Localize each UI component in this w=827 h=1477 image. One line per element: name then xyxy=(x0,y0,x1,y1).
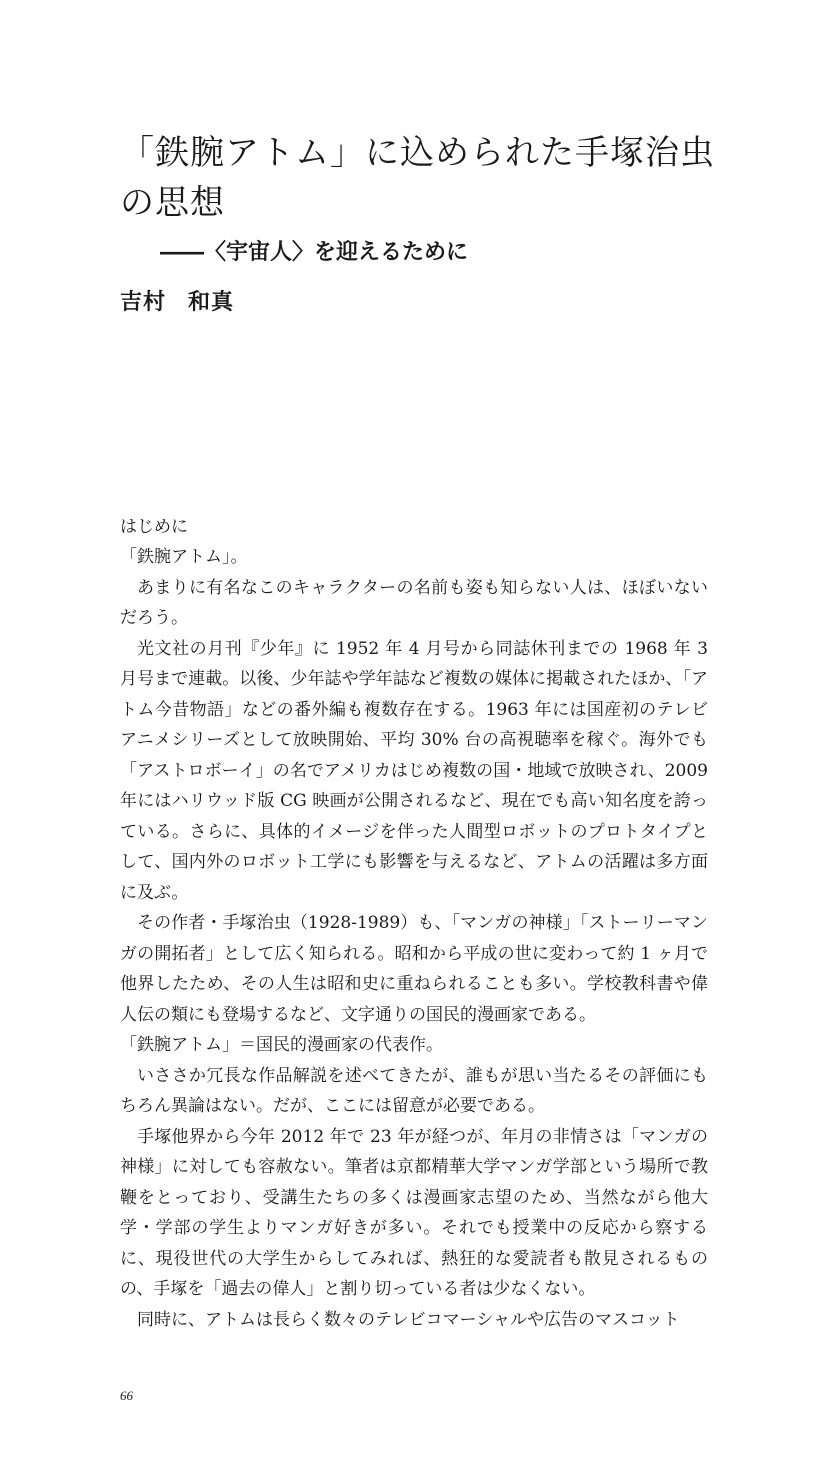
paragraph: いささか冗長な作品解説を述べてきたが、誰もが思い当たるその評価にもちろん異論はない。だが、ここには留意が必要である。 xyxy=(120,1065,708,1116)
paragraph: その作者・手塚治虫（1928-1989）も、「マンガの神様」「ストーリーマンガの開拓者」として広く知られる。昭和から平成の世に変わって約 1 ヶ月で他界したため、その人生は昭和史に重ねられることも多い。学校教科書や偉人伝の類にも登場するなど、文字通りの国民的漫画家である。 xyxy=(120,913,708,1025)
paragraph: あまりに有名なこのキャラクターの名前も姿も知らない人は、ほぼいないだろう。 xyxy=(120,577,708,628)
paragraph: 同時に、アトムは長らく数々のテレビコマーシャルや広告のマスコット xyxy=(137,1309,680,1330)
paragraph: 「鉄腕アトム」＝国民的漫画家の代表作。 xyxy=(120,1035,443,1055)
author-name xyxy=(120,286,234,318)
author-given-name: 和真 xyxy=(188,289,235,315)
article-body xyxy=(120,512,708,1335)
section-heading: はじめに xyxy=(120,517,188,537)
paragraph: 光文社の月刊『少年』に 1952 年 4 月号から同誌休刊までの 1968 年 3 月号まで連載。以後、少年誌や学年誌など複数の媒体に掲載されたほか、「アトム今昔物語」などの番外編も複数存在する。1963 年には国産初のテレビアニメシリーズとして放映開始、平均 30% 台の高視聴率を稼ぐ。海外でも「アストロボーイ」の名でアメリカはじめ複数の国・地域で放映され、2009 年にはハリウッド版 CG 映画が公開されるなど、現在でも高い知名度を誇っている。さらに、具体的イメージを伴った人間型ロボットのプロトタイプとして、国内外のロボット工学にも影響を与えるなど、アトムの活躍は多方面に及ぶ。 xyxy=(120,638,708,903)
author-family-name: 吉村 xyxy=(120,289,167,315)
paragraph: 手塚他界から今年 2012 年で 23 年が経つが、年月の非情さは「マンガの神様」に対しても容赦ない。筆者は京都精華大学マンガ学部という場所で教鞭をとっており、受講生たちの多くは漫画家志望のため、当然ながら他大学・学部の学生よりマンガ好きが多い。それでも授業中の反応から察するに、現役世代の大学生からしてみれば、熱狂的な愛読者も散見されるものの、手塚を「過去の偉人」と割り切っている者は少なくない。 xyxy=(120,1126,708,1299)
page-number: 66 xyxy=(120,1388,133,1403)
article-subtitle: ――〈宇宙人〉を迎えるために xyxy=(160,239,469,265)
paragraph: 「鉄腕アトム」。 xyxy=(120,547,248,567)
article-title: 「鉄腕アトム」に込められた手塚治虫の思想 xyxy=(120,133,715,223)
